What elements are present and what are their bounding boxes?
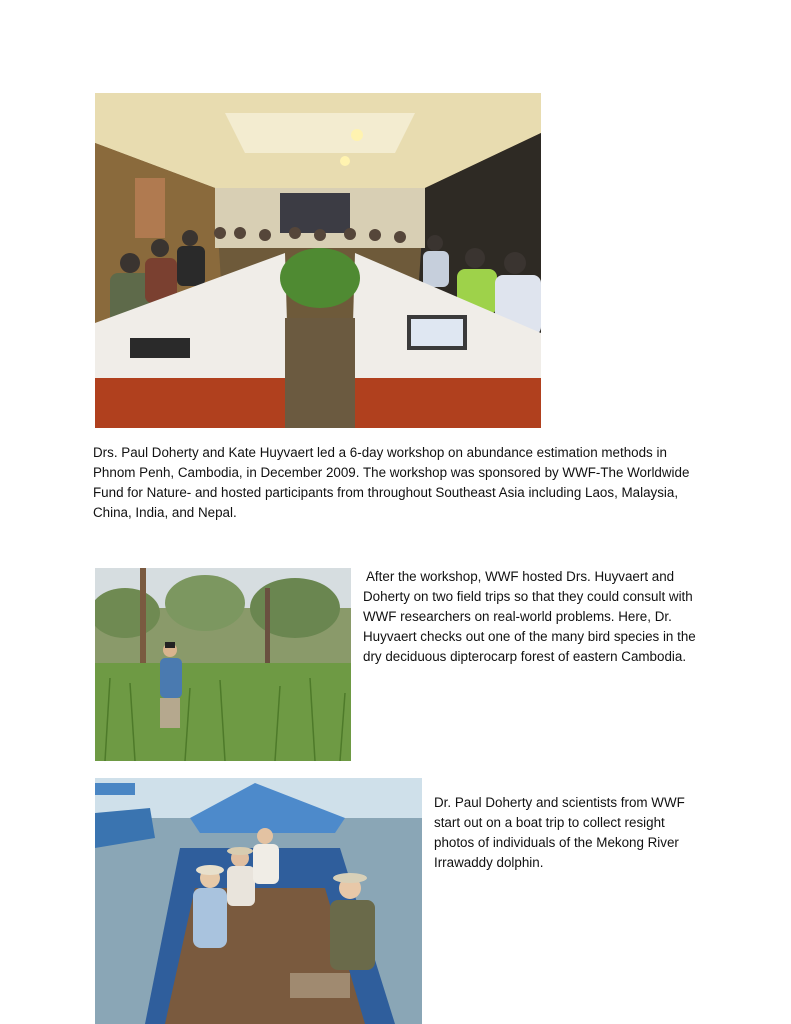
boat-photo <box>95 778 422 1024</box>
boat-paragraph: Dr. Paul Doherty and scientists from WWF start out on a boat trip to collect resight photos of individuals of the Mekong River Irrawaddy dolphin. <box>434 795 685 870</box>
workshop-photo-image <box>95 93 541 428</box>
birding-photo <box>95 568 351 761</box>
workshop-paragraph: Drs. Paul Doherty and Kate Huyvaert led a 6-day workshop on abundance estimation methods in Phnom Penh, Cambodia, in December 2009. The workshop was sponsored by WWF-The Worldwide Fund for Nature- and hosted participants from throughout Southeast Asia including Laos, Malaysia, China, India, and Nepal. <box>93 445 690 520</box>
birding-photo-image <box>95 568 351 761</box>
workshop-photo <box>95 93 541 428</box>
fieldtrip-paragraph: After the workshop, WWF hosted Drs. Huyvaert and Doherty on two field trips so that they could consult with WWF researchers on real-world problems. Here, Dr. Huyvaert checks out one of the many bird species in the dry deciduous dipterocarp forest of eastern Cambodia. <box>363 569 696 664</box>
boat-photo-image <box>95 778 422 1024</box>
